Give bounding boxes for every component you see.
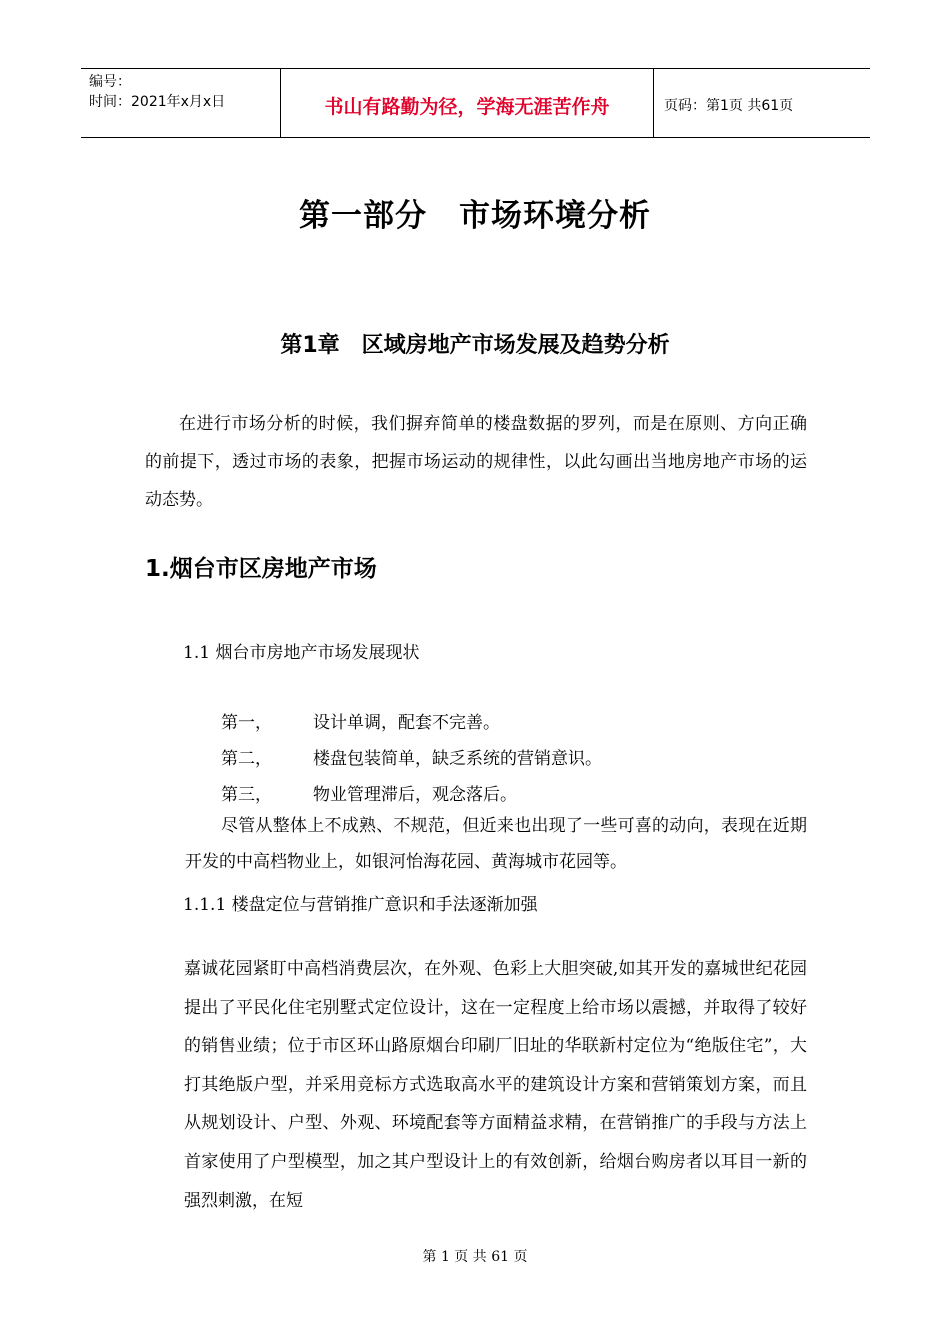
subsubsection-title: 1.1.1 楼盘定位与营销推广意识和手法逐渐加强 — [183, 895, 538, 915]
list-item-text: 楼盘包装简单，缺乏系统的营销意识。 — [313, 749, 602, 769]
intro-paragraph: 在进行市场分析的时候，我们摒弃简单的楼盘数据的罗列，而是在原则、方向正确的前提下，透过市场的表象，把握市场运动的规律性，以此勾画出当地房地产市场的运动态势。 — [145, 414, 807, 510]
section-title: 1.烟台市区房地产市场 — [145, 556, 377, 582]
header-meta — [81, 69, 281, 137]
document-header — [81, 68, 870, 138]
list-item-number: 第一， — [221, 713, 272, 733]
list-item-number: 第二， — [221, 749, 272, 769]
document-time-label: 时间：2021年x月x日 — [89, 94, 226, 110]
page-footer: 第 1 页 共 61 页 — [422, 1249, 528, 1265]
list-item-text: 物业管理滞后，观念落后。 — [313, 785, 517, 805]
part-title: 第一部分 市场环境分析 — [299, 198, 651, 234]
document-number-label: 编号： — [89, 74, 131, 90]
subsection-title: 1.1 烟台市房地产市场发展现状 — [183, 643, 420, 663]
list-item — [221, 744, 602, 769]
list-item-text: 设计单调，配套不完善。 — [313, 713, 500, 733]
header-page-info: 页码：第1页 共61页 — [664, 98, 794, 114]
body-paragraph: 嘉诚花园紧盯中高档消费层次，在外观、色彩上大胆突破,如其开发的嘉城世纪花园提出了平民化住宅别墅式定位设计，这在一定程度上给市场以震撼，并取得了较好的销售业绩；位于市区环山路原烟台印刷厂旧址的华联新村定位为“绝版住宅”，大打其绝版户型，并采用竞标方式选取高水平的建筑设计方案和营销策划方案，而且从规划设计、户型、外观、环境配套等方面精益求精，在营销推广的手段与方法上首家使用了户型模型，加之其户型设计上的有效创新，给烟台购房者以耳目一新的强烈刺激，在短 — [184, 959, 807, 1211]
list-item — [221, 780, 517, 805]
list-item-number: 第三， — [221, 785, 272, 805]
list-item — [221, 708, 500, 733]
summary-paragraph: 尽管从整体上不成熟、不规范，但近来也出现了一些可喜的动向，表现在近期开发的中高档物业上，如银河怡海花园、黄海城市花园等。 — [185, 816, 807, 872]
header-motto: 书山有路勤为径，学海无涯苦作舟 — [281, 69, 654, 137]
chapter-title: 第1章 区域房地产市场发展及趋势分析 — [280, 333, 670, 358]
